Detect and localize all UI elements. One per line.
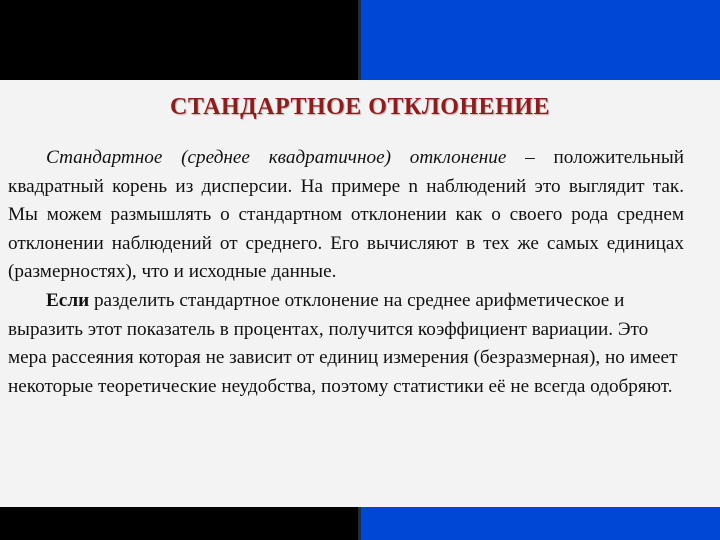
paragraph-2	[8, 287, 684, 401]
lead-bold: Если	[46, 289, 90, 311]
term-italic: Стандартное (среднее квадратичное) отклонение	[46, 147, 507, 168]
paragraph-1	[8, 144, 684, 287]
slide-content	[0, 80, 720, 507]
bottom-bar-blue-segment	[361, 507, 720, 540]
top-decor-bar	[0, 0, 720, 80]
top-bar-blue-segment	[361, 0, 720, 80]
bottom-bar-black-segment	[0, 507, 358, 540]
slide-body	[8, 144, 684, 401]
paragraph-1-text: – положительный квадратный корень из дисперсии. На примере n наблюдений это выглядит так. Мы можем размышлять о стандартном отклонении как о своего рода среднем отклонении наблюдений от среднего. Его вычисляют в тех же самых единицах (размерностях), что и исходные данные.	[8, 147, 684, 283]
top-bar-black-segment	[0, 0, 358, 80]
slide-title: СТАНДАРТНОЕ ОТКЛОНЕНИЕ	[170, 94, 550, 120]
bottom-decor-bar	[0, 507, 720, 540]
paragraph-2-text: разделить стандартное отклонение на среднее арифметическое и выразить этот показатель в процентах, получится коэффициент вариации. Это мера рассеяния которая не зависит от единиц измерения (безразмерная), но имеет некоторые теоретические неудобства, поэтому статистики её не всегда одобряют.	[8, 289, 678, 397]
